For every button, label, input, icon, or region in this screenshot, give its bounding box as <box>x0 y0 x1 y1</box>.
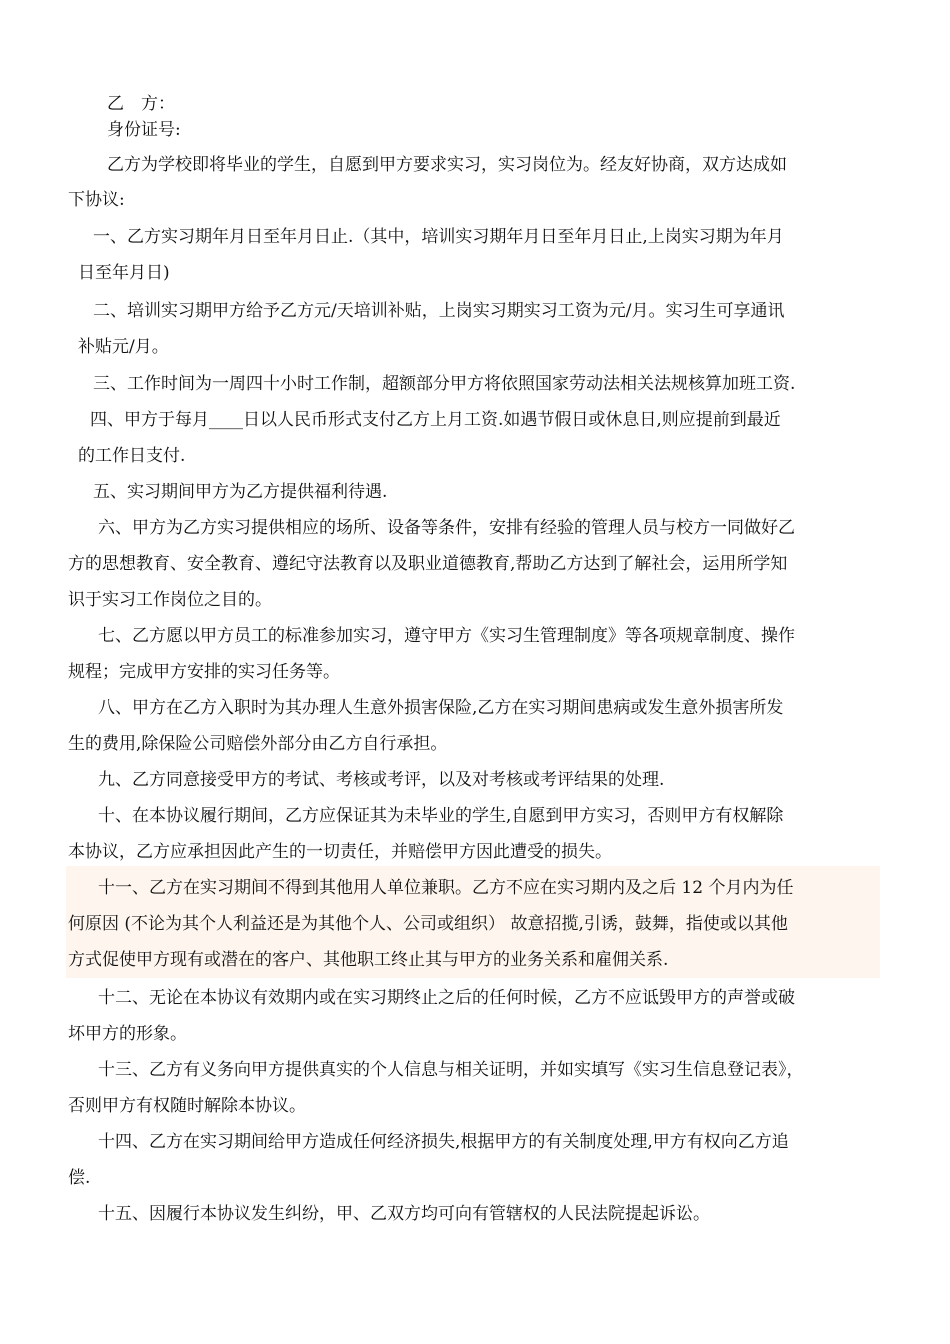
clause-7-line: 七、乙方愿以甲方员工的标准参加实习，遵守甲方《实习生管理制度》等各项规章制度、操作 <box>98 626 795 646</box>
clause-1-line: 一、乙方实习期年月日至年月日止.（其中，培训实习期年月日至年月日止,上岗实习期为年月 <box>93 227 784 247</box>
preamble-line: 下协议: <box>68 190 125 210</box>
clause-11-line: 方式促使甲方现有或潜在的客户、其他职工终止其与甲方的业务关系和雇佣关系. <box>68 950 669 970</box>
clause-10-line: 十、在本协议履行期间，乙方应保证其为未毕业的学生,自愿到甲方实习，否则甲方有权解除 <box>98 806 784 826</box>
clause-13-line: 否则甲方有权随时解除本协议。 <box>68 1096 306 1116</box>
preamble-line: 乙方为学校即将毕业的学生，自愿到甲方要求实习，实习岗位为。经友好协商，双方达成如 <box>107 155 787 175</box>
clause-15-line: 十五、因履行本协议发生纠纷，甲、乙双方均可向有管辖权的人民法院提起诉讼。 <box>98 1204 710 1224</box>
clause-6-line: 方的思想教育、安全教育、遵纪守法教育以及职业道德教育,帮助乙方达到了解社会，运用所学知 <box>68 554 788 574</box>
clause-11-line: 十一、乙方在实习期间不得到其他用人单位兼职。乙方不应在实习期内及之后 12 个月内为任 <box>98 878 794 898</box>
clause-14-line: 偿. <box>68 1168 91 1188</box>
clause-3-line: 三、工作时间为一周四十小时工作制，超额部分甲方将依照国家劳动法相关法规核算加班工资. <box>93 374 796 394</box>
clause-2-line: 补贴元/月。 <box>78 337 169 357</box>
clause-6-line: 六、甲方为乙方实习提供相应的场所、设备等条件，安排有经验的管理人员与校方一同做好乙 <box>98 518 795 538</box>
clause-8-line: 八、甲方在乙方入职时为其办理人生意外损害保险,乙方在实习期间患病或发生意外损害所发 <box>98 698 784 718</box>
clause-2-line: 二、培训实习期甲方给予乙方元/天培训补贴，上岗实习期实习工资为元/月。实习生可享通讯 <box>93 301 785 321</box>
clause-12-line: 坏甲方的形象。 <box>68 1024 187 1044</box>
party-b-label: 乙 方： <box>107 94 175 114</box>
clause-9-line: 九、乙方同意接受甲方的考试、考核或考评，以及对考核或考评结果的处理. <box>98 770 665 790</box>
clause-8-line: 生的费用,除保险公司赔偿外部分由乙方自行承担。 <box>68 734 448 754</box>
clause-14-line: 十四、乙方在实习期间给甲方造成任何经济损失,根据甲方的有关制度处理,甲方有权向乙方追 <box>98 1132 789 1152</box>
clause-12-line: 十二、无论在本协议有效期内或在实习期终止之后的任何时候，乙方不应诋毁甲方的声誉或破 <box>98 988 795 1008</box>
clause-10-line: 本协议，乙方应承担因此产生的一切责任，并赔偿甲方因此遭受的损失。 <box>68 842 612 862</box>
clause-13-line: 十三、乙方有义务向甲方提供真实的个人信息与相关证明，并如实填写《实习生信息登记表》， <box>98 1060 804 1080</box>
id-number-label: 身份证号: <box>107 120 181 140</box>
clause-4-line: 的工作日支付. <box>78 446 186 466</box>
clause-1-line: 日至年月日) <box>78 263 170 283</box>
clause-5-line: 五、实习期间甲方为乙方提供福利待遇. <box>93 482 388 502</box>
clause-7-line: 规程；完成甲方安排的实习任务等。 <box>68 662 340 682</box>
clause-11-line: 何原因 (不论为其个人利益还是为其他个人、公司或组织） 故意招揽,引诱，鼓舞，指使或以其他 <box>68 914 788 934</box>
clause-4-line: 四、甲方于每月____日以人民币形式支付乙方上月工资.如遇节假日或休息日,则应提前到最近 <box>90 410 781 430</box>
clause-6-line: 识于实习工作岗位之目的。 <box>68 590 272 610</box>
